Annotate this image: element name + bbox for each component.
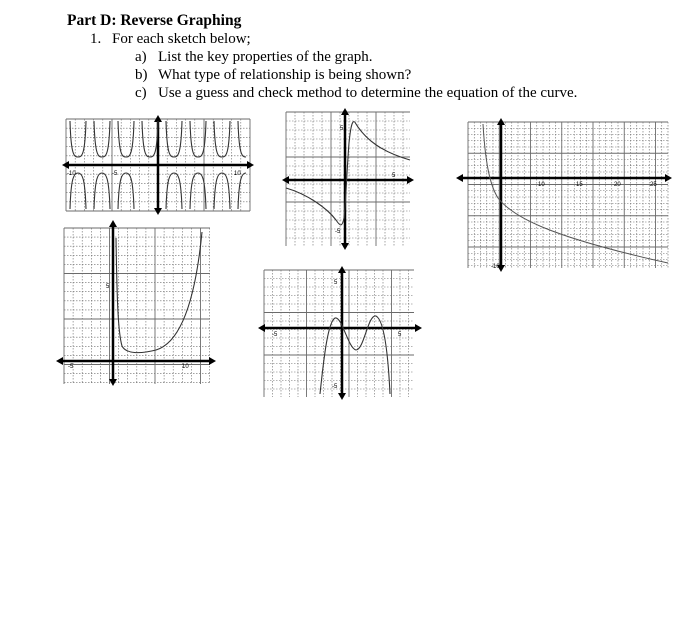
y-axis-arrow [338, 393, 346, 400]
tick-label: 25 [650, 182, 657, 188]
graph-3 [456, 118, 672, 277]
graph-1 [62, 115, 254, 220]
tick-label: -5 [112, 171, 118, 177]
tick-label: 5 [398, 332, 402, 338]
x-axis-arrow [62, 161, 69, 169]
graph-4-curve [116, 232, 202, 353]
subpart-label: b) [135, 67, 148, 83]
tick-label: -5 [332, 384, 338, 390]
tick-label: 10 [234, 171, 241, 177]
tick-label: -10 [491, 264, 500, 270]
subpart-text: What type of relationship is being shown? [158, 67, 412, 83]
x-axis-arrow [665, 174, 672, 182]
tick-label: -5 [335, 229, 341, 235]
tick-label: -5 [272, 332, 278, 338]
graph-2 [282, 108, 414, 255]
subpart-c [135, 85, 577, 102]
tick-label: 5 [106, 284, 110, 290]
subpart-label: c) [135, 85, 147, 101]
tick-label: 5 [340, 126, 344, 132]
tick-label: 5 [334, 280, 338, 286]
y-axis-arrow [341, 108, 349, 115]
question-1 [90, 31, 251, 48]
tick-label: 20 [614, 182, 621, 188]
graph-4 [56, 220, 216, 391]
tick-label: 10 [538, 182, 545, 188]
y-axis-arrow [109, 220, 117, 227]
x-axis-arrow [209, 357, 216, 365]
x-axis-arrow [415, 324, 422, 332]
y-axis-arrow [154, 115, 162, 122]
tick-label: 10 [182, 364, 189, 370]
section-heading: Part D: Reverse Graphing [67, 12, 242, 29]
subpart-a [135, 49, 373, 66]
subpart-label: a) [135, 49, 147, 65]
x-axis-arrow [407, 176, 414, 184]
x-axis-arrow [456, 174, 463, 182]
x-axis-arrow [56, 357, 63, 365]
graph-3-grid [468, 122, 668, 268]
tick-label: 15 [576, 182, 583, 188]
subpart-b [135, 67, 411, 84]
subpart-text: Use a guess and check method to determine the equation of the curve. [158, 85, 578, 101]
y-axis-arrow [338, 266, 346, 273]
y-axis-arrow [341, 243, 349, 250]
x-axis-arrow [258, 324, 265, 332]
y-axis-arrow [154, 208, 162, 215]
question-text: For each sketch below; [112, 31, 251, 47]
tick-label: -10 [67, 171, 76, 177]
graph-5-grid [264, 270, 414, 397]
question-number: 1. [90, 31, 102, 47]
x-axis-arrow [247, 161, 254, 169]
y-axis-arrow [497, 118, 505, 125]
graph-5 [258, 266, 422, 405]
graph-3-curve [483, 124, 668, 263]
tick-label: 5 [392, 173, 396, 179]
subpart-text: List the key properties of the graph. [158, 49, 373, 65]
tick-label: -5 [68, 364, 74, 370]
x-axis-arrow [282, 176, 289, 184]
